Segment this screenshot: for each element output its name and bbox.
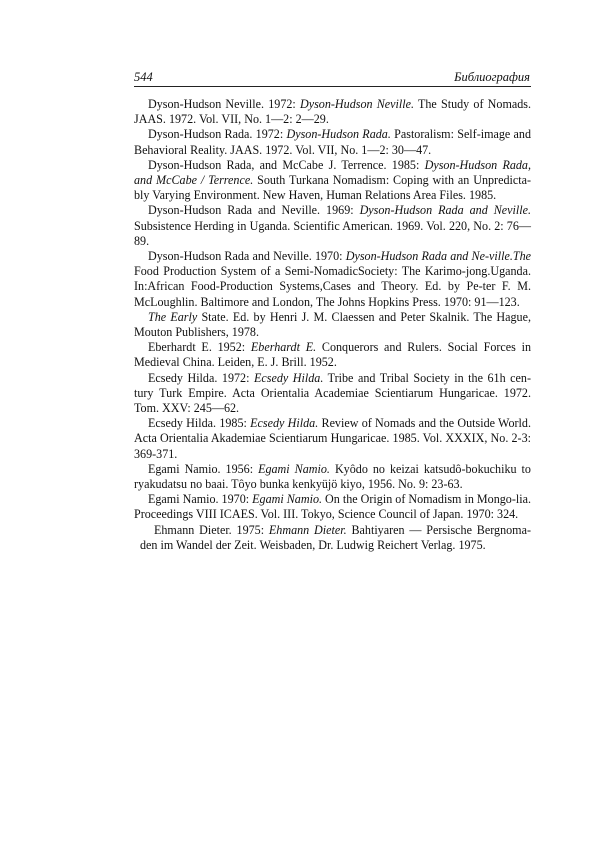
entry-text: South Turkana Nomadism: Coping with an Unpredicta-bly Varying Environment. New Haven, Human Relations Area Files. 1985. — [134, 173, 531, 203]
bibliography-entry — [134, 310, 531, 340]
entry-author: Dyson-Hudson Rada. 1972: — [148, 127, 287, 142]
bibliography-list — [134, 97, 531, 553]
page-number: 544 — [134, 70, 153, 84]
entry-text: Tribe and Tribal Society in the 61h cen-tury Turk Empire. Acta Orientalia Academiae Scientiarum Hungaricae. 1972. Tom. XXV: 245—62. — [134, 370, 531, 416]
bibliography-entry — [134, 127, 531, 157]
entry-text: Review of Nomads and the Outside World. Acta Orientalia Akademiae Scientiarum Hungaricae. 1985. Vol. XXXIX, No. 2-3: 369-371. — [134, 416, 531, 461]
entry-italic: Egami Namio. — [258, 461, 330, 476]
entry-italic: Ecsedy Hilda. — [250, 416, 319, 431]
entry-text: On the Origin of Nomadism in Mongo-lia. Proceedings VIII ICAES. Vol. III. Tokyo, Science Council of Japan. 1970: 324. — [134, 492, 531, 522]
entry-author: Ehmann Dieter. 1975: — [154, 522, 269, 537]
entry-italic: Eberhardt E. — [250, 340, 317, 355]
page-header — [134, 70, 530, 86]
entry-text: Pastoralism: Self-image and Behavioral Reality. JAAS. 1972. Vol. VII, No. 1—2: 30—47. — [134, 127, 532, 157]
entry-italic: Dyson-Hudson Rada, and McCabe / Terrence. — [134, 157, 532, 188]
entry-author: Ecsedy Hilda. 1985: — [148, 416, 251, 431]
entry-italic: The Early — [148, 309, 198, 324]
entry-text: Subsistence Herding in Uganda. Scientific American. 1969. Vol. 220, No. 2: 76—89. — [134, 218, 531, 248]
entry-author: Ecsedy Hilda. 1972: — [148, 370, 254, 385]
entry-italic: Dyson-Hudson Neville. — [299, 97, 415, 111]
entry-text: Food Production System of a Semi-NomadicSociety: The Karimo-jong.Uganda. In:African Food-Production Systems,Cases and Theory. Ed. by Pe-ter F. M. McLoughlin. Baltimore and London, The Johns Hopkins Press. 1970: 91—123. — [134, 264, 531, 309]
entry-author: Dyson-Hudson Neville. 1972: — [148, 97, 300, 111]
entry-text: Conquerors and Rulers. Social Forces in Medieval China. Leiden, E. J. Brill. 1952. — [134, 340, 532, 370]
entry-author: Egami Namio. 1956: — [148, 461, 259, 476]
entry-author: Dyson-Hudson Rada and Neville. 1969: — [148, 203, 360, 218]
entry-italic: Dyson-Hudson Rada. — [286, 127, 391, 142]
entry-author: Dyson-Hudson Rada and Neville. 1970: — [148, 249, 346, 264]
entry-italic: Dyson-Hudson Rada and Neville. — [359, 203, 531, 218]
bibliography-entry — [134, 371, 531, 417]
entry-italic: Dyson-Hudson Rada and Ne-ville.The — [345, 249, 531, 264]
entry-text: Bahtiyaren — Persische Bergnoma-den im Wandel der Zeit. Weisbaden, Dr. Ludwig Reichert Verlag. 1975. — [140, 522, 531, 552]
bibliography-entry — [134, 97, 531, 127]
entry-text: Kyôdo no keizai katsudô-bokuchiku to ryakudatsu no baai. Tôyo bunka kenkyüjö kiyo, 1956. No. 9: 23-63. — [134, 461, 531, 492]
entry-italic: Ehmann Dieter. — [268, 522, 347, 537]
entry-italic: Egami Namio. — [252, 492, 323, 507]
entry-text: State. Ed. by Henri J. M. Claessen and Peter Skalnik. The Hague, Mouton Publishers, 1978. — [134, 309, 531, 340]
entry-author: Dyson-Hudson Rada, and McCabe J. Terrence. 1985: — [148, 157, 425, 172]
bibliography-entry — [134, 249, 531, 310]
entry-italic: Ecsedy Hilda. — [253, 370, 324, 385]
bibliography-entry — [134, 462, 531, 492]
bibliography-entry — [134, 416, 531, 462]
bibliography-entry — [134, 203, 531, 249]
bibliography-entry — [134, 340, 531, 370]
bibliography-entry — [134, 158, 531, 204]
bibliography-entry — [134, 523, 531, 553]
header-rule — [134, 86, 531, 87]
section-title: Библиография — [454, 70, 530, 84]
entry-author: Egami Namio. 1970: — [148, 492, 253, 507]
entry-text: The Study of Nomads. JAAS. 1972. Vol. VII, No. 1—2: 2—29. — [134, 97, 531, 127]
entry-author: Eberhardt E. 1952: — [148, 340, 251, 355]
bibliography-entry — [134, 492, 531, 522]
